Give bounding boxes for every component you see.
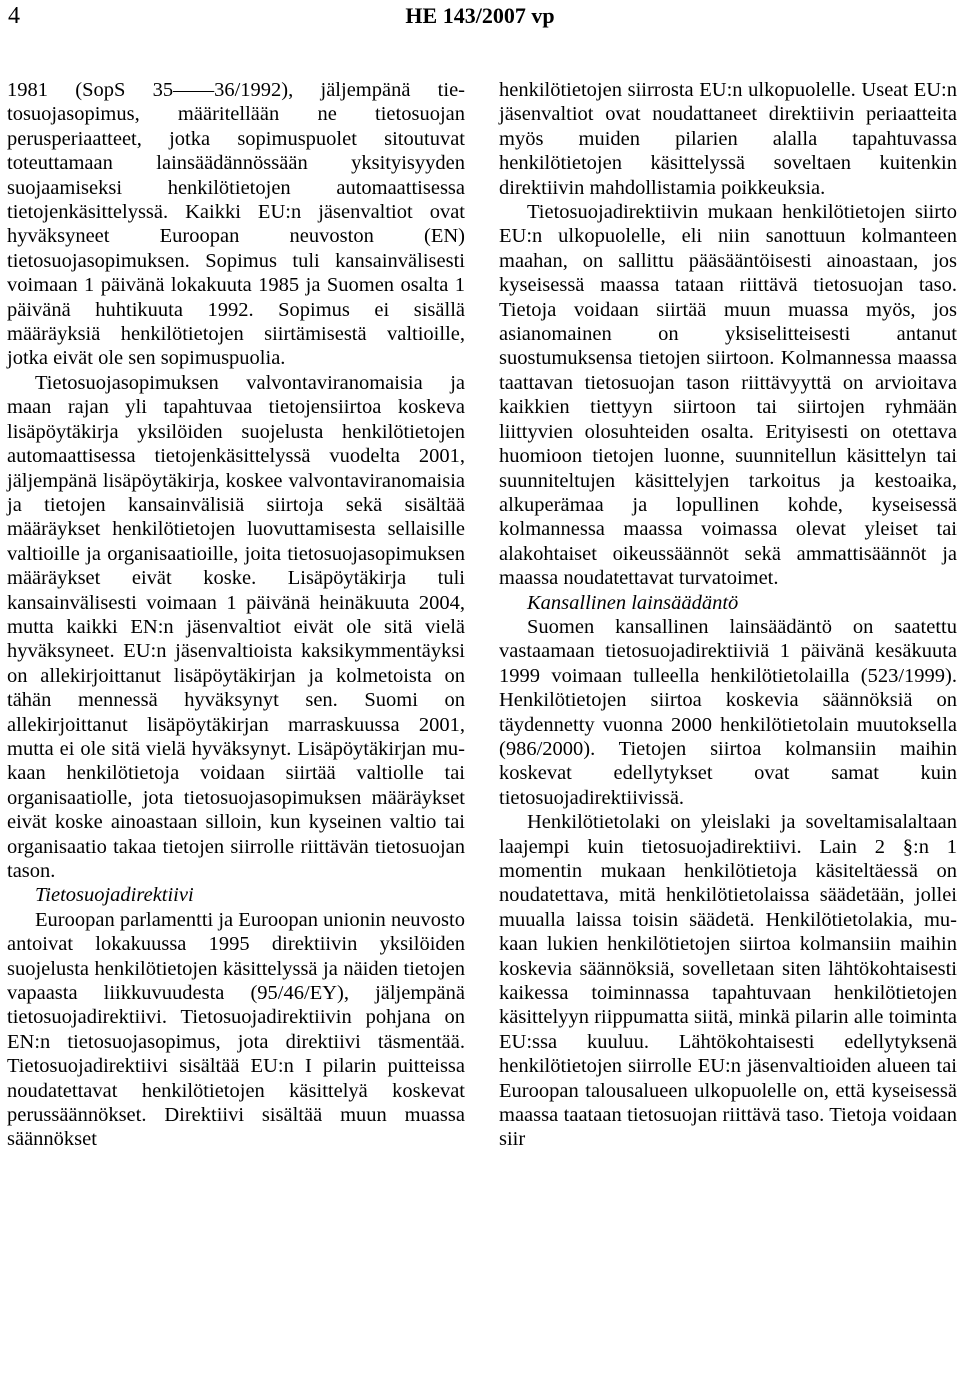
body-paragraph: Euroopan parlamentti ja Euroopan unionin neuvosto antoivat lokakuussa 1995 direktiivin yksilöiden suojelusta henkilötietojen käsittelyssä ja näiden tietojen vapaasta liikkuvuudesta (95/46/EY), jäljempänä tietosuojadirektiivi. Tietosuojadirektiivin pohjana on EN:n tietosuojasopimus, jota direktiivi täsmentää. Tietosuojadirektiivi sisältää EU:n I pilarin puitteissa noudatettavat henkilötietojen käsittelyä koskevat perussäännökset. Direktiivi sisältää muun muassa säännökset <box>7 908 465 1151</box>
body-paragraph: Tietosuojadirektiivin mukaan henkilötietojen siirto EU:n ulkopuolelle, eli niin sanottuun kolmanteen maahan, on sallittu pääsääntöisesti ainoastaan, jos kyseisessä maassa tataan riittävä tietosuojan taso. Tietoja voidaan siirtää muun muassa myös, jos asianomainen on yksiselitteisesti antanut suostumuksensa tietojen siirtoon. Kolmannessa maassa taattavan tietosuojan tason riittävyyttä on arvioitava kaikkien tiettyyn siirtoon tai siirtojen ryhmään liittyvien olosuhteiden osalta. Erityisesti on otettava huomioon tietojen luonne, suunnitellun käsittelyn tai suunniteltujen käsittelyjen tarkoitus ja kestoaika, alkuperämaa ja lopullinen kohde, kyseisessä kolmannessa maassa voimassa olevat yleiset tai alakohtaiset oikeussäännöt sekä ammattisäännöt ja maassa noudatettavat turvatoimet. <box>499 201 957 590</box>
body-paragraph: Tietosuojasopimuksen valvontaviranomaisia ja maan rajan yli tapahtuvaa tietojensiirtoa koskeva lisäpöytäkirja yksilöiden suojelusta henkilötietojen automaattisessa tietojenkäsittelyssä vuodelta 2001, jäljempänä lisäpöytäkirja, koskee valvontaviranomaisia ja tietojen kansainvälisiä siirtoja sekä sisältää määräykset henkilötietojen luovuttamisesta sellaisille valtioille ja organisaatioille, joita tietosuojasopimuksen määräykset eivät koske. Lisäpöytäkirja tuli kansainvälisesti voimaan 1 päivänä heinäkuuta 2004, mutta kaikki EN:n jäsenvaltiot eivät ole sitä vielä hyväksyneet. EU:n jäsenvaltioista kaksikymmentäyksi on allekirjoittanut lisäpöytäkirjan ja kolmetoista on tähän mennessä hyväksynyt sen. Suomi on allekirjoittanut lisäpöytäkirjan marraskuussa 2001, mutta ei ole sitä vielä hyväksynyt. Lisäpöytäkirjan mukaan henkilötietoja voidaan siirtää valtiolle tai organisaatiolle, jota tietosuojasopimuksen määräykset eivät koske ainoastaan silloin, kun kyseinen valtio tai organisaatio takaa tietojen siirrolle riittävän tietosuojan tason. <box>7 371 465 882</box>
body-paragraph: Suomen kansallinen lainsäädäntö on saatettu vastaamaan tietosuojadirektiiviä 1 päivänä kesäkuuta 1999 voimaan tulleella henkilötietolailla (523/1999). Henkilötietojen siirtoa koskevia säännöksiä on täydennetty vuonna 2000 henkilötietolain muutoksella (986/2000). Tietojen siirtoa kolmansiin maihin koskevat edellytykset ovat samat kuin tietosuojadirektiivissä. <box>499 615 957 809</box>
left-column <box>7 78 465 1152</box>
section-heading: Kansallinen lainsäädäntö <box>527 591 739 614</box>
page-number: 4 <box>8 3 20 29</box>
body-paragraph: 1981 (SopS 35——36/1992), jäljempänä tietosuojasopimus, määritellään ne tietosuojan perusperiaatteet, jotka sopimuspuolet sitoutuvat toteuttamaan lainsäädännössään yksityisyyden suojaamiseksi henkilötietojen automaattisessa tietojenkäsittelyssä. Kaikki EU:n jäsenvaltiot ovat hyväksyneet Euroopan neuvoston (EN) tietosuojasopimuksen. Sopimus tuli kansainvälisesti voimaan 1 päivänä lokakuuta 1985 ja Suomen osalta 1 päivänä huhtikuuta 1992. Sopimus ei sisällä määräyksiä henkilötietojen siirtämisestä valtioille, jotka eivät ole sen sopimuspuolia. <box>7 79 465 370</box>
running-header-title: HE 143/2007 vp <box>405 3 555 28</box>
section-heading: Tietosuojadirektiivi <box>35 884 194 907</box>
body-paragraph: henkilötietojen siirrosta EU:n ulkopuolelle. Useat EU:n jäsenvaltiot ovat noudattaneet direktiivin periaatteita myös muiden pilarien alalla tapahtuvassa henkilötietojen käsittelyssä soveltaen kuitenkin direktiivin mahdollistamia poikkeuksia. <box>499 79 957 199</box>
body-paragraph: Henkilötietolaki on yleislaki ja soveltamisalaltaan laajempi kuin tietosuojadirektiivi. Lain 2 §:n 1 momentin mukaan henkilötietoja käsiteltäessä on noudatettava, mitä henkilötietolaissa säädetään, jollei muualla laissa toisin säädetä. Henkilötietolakia, mukaan lukien henkilötietojen siirtoa kolmansiin maihin koskevia säännöksiä, sovelletaan siten lähtökohtaisesti kaikessa toiminnassa tapahtuvaan henkilötietojen käsittelyyn riippumatta siitä, minkä pilarin alle toiminta EU:ssa kuuluu. Lähtökohtaisesti edellytyksenä henkilötietojen siirrolle EU:n jäsenvaltioiden alueen tai Euroopan talousalueen ulkopuolelle on, että kyseisessä maassa taataan tietosuojan riittävä taso. Tietoja voidaan siir <box>499 811 957 1151</box>
right-column <box>499 78 957 1152</box>
